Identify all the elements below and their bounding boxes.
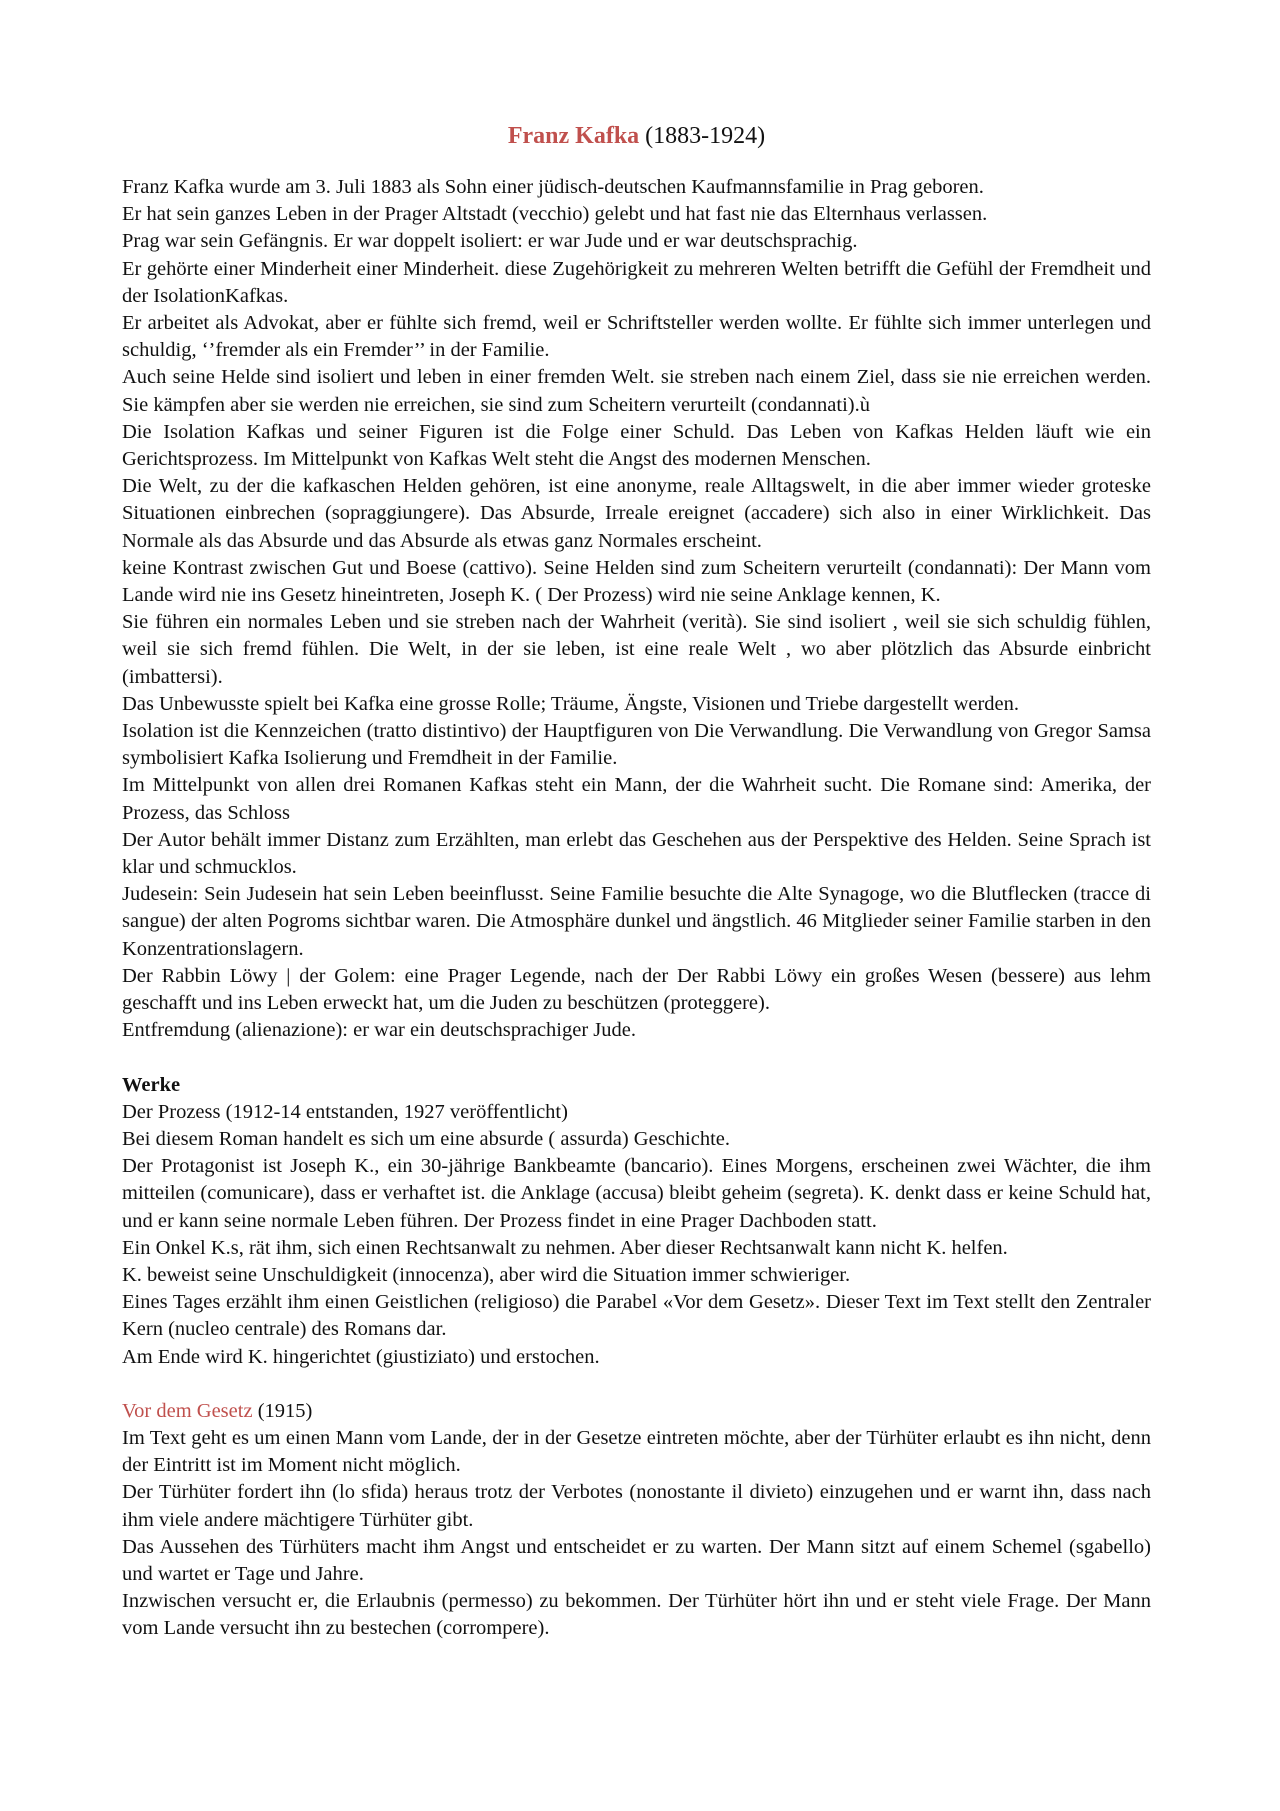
paragraph: Der Protagonist ist Joseph K., ein 30-jährige Bankbeamte (bancario). Eines Morgens, erscheinen zwei Wächter, die ihm mitteilen (comunicare), dass er verhaftet ist. die Anklage (accusa) bleibt geheim (segreta). K. denkt dass er keine Schuld hat, und er kann seine normale Leben führen. Der Prozess findet in eine Prager Dachboden statt. (122, 1155, 1151, 1232)
section-spacer (122, 1371, 1151, 1398)
paragraph: Die Welt, zu der die kafkaschen Helden gehören, ist eine anonyme, reale Alltagswelt, in die aber immer wieder groteske Situationen einbrechen (sopraggiungere). Das Absurde, Irreale ereignet (accadere) sich also in einer Wirklichkeit. Das Normale als das Absurde und das Absurde als etwas ganz Normales erscheint. (122, 475, 1151, 552)
paragraph: Der Autor behält immer Distanz zum Erzählten, man erlebt das Geschehen aus der Perspektive des Helden. Seine Sprach ist klar und schmucklos. (122, 828, 1151, 879)
page-title (122, 120, 1151, 152)
paragraph: Die Isolation Kafkas und seiner Figuren ist die Folge einer Schuld. Das Leben von Kafkas Helden läuft wie ein Gerichtsprozess. Im Mittelpunkt von Kafkas Welt steht die Angst des modernen Menschen. (122, 420, 1151, 471)
werke-heading: Werke (122, 1073, 181, 1096)
paragraph: Der Türhüter fordert ihn (lo sfida) heraus trotz der Verbotes (nonostante il divieto) einzugehen und er warnt ihn, dass nach ihm viele andere mächtigere Türhüter gibt. (122, 1481, 1151, 1531)
paragraph: Auch seine Helde sind isoliert und leben in einer fremden Welt. sie streben nach einem Ziel, dass sie nie erreichen werden. Sie kämpfen aber sie werden nie erreichen, sie sind zum Scheitern verurteilt (condannati).ù (122, 366, 1151, 416)
paragraph: Isolation ist die Kennzeichen (tratto distintivo) der Hauptfiguren von Die Verwandlung. Die Verwandlung von Gregor Samsa symbolisiert Kafka Isolierung und Fremdheit in der Familie. (122, 720, 1151, 770)
title-name: Franz Kafka (507, 123, 640, 149)
paragraph: Er gehörte einer Minderheit einer Minderheit. diese Zugehörigkeit zu mehreren Welten betrifft die Gefühl der Fremdheit und der IsolationKafkas. (122, 257, 1151, 307)
paragraph: Entfremdung (alienazione): er war ein deutschsprachiger Jude. (122, 1019, 636, 1042)
vor-dem-gesetz-title: Vor dem Gesetz (122, 1399, 253, 1422)
paragraph: Er hat sein ganzes Leben in der Prager Altstadt (vecchio) gelebt und hat fast nie das Elternhaus verlassen. (122, 203, 988, 226)
paragraph: Im Text geht es um einen Mann vom Lande, der in der Gesetze eintreten möchte, aber der Türhüter erlaubt es ihn nicht, denn der Eintritt ist im Moment nicht möglich. (122, 1426, 1151, 1477)
paragraph: K. beweist seine Unschuldigkeit (innocenza), aber wird die Situation immer schwieriger. (122, 1263, 851, 1286)
paragraph: Franz Kafka wurde am 3. Juli 1883 als Sohn einer jüdisch-deutschen Kaufmannsfamilie in Prag geboren. (122, 176, 984, 198)
paragraph: Das Unbewusste spielt bei Kafka eine grosse Rolle; Träume, Ängste, Visionen und Triebe dargestellt werden. (122, 692, 1020, 715)
paragraph: Am Ende wird K. hingerichtet (giustiziato) und erstochen. (122, 1345, 600, 1368)
paragraph: Im Mittelpunkt von allen drei Romanen Kafkas steht ein Mann, der die Wahrheit sucht. Die Romane sind: Amerika, der Prozess, das Schloss (122, 774, 1151, 824)
paragraph: Der Prozess (1912-14 entstanden, 1927 veröffentlicht) (122, 1100, 568, 1123)
paragraph: Eines Tages erzählt ihm einen Geistlichen (religioso) die Parabel «Vor dem Gesetz». Dieser Text im Text stellt den Zentraler Kern (nucleo centrale) des Romans dar. (122, 1291, 1151, 1341)
vor-dem-gesetz-year: (1915) (257, 1399, 313, 1422)
vor-dem-gesetz-heading (122, 1398, 1151, 1425)
paragraph: Judesein: Sein Judesein hat sein Leben beeinflusst. Seine Familie besuchte die Alte Synagoge, wo die Blutflecken (tracce di sangue) der alten Pogroms sichtbar waren. Die Atmosphäre dunkel und ängstlich. 46 Mitglieder seiner Familie starben in den Konzentrationslagern. (122, 883, 1151, 960)
paragraph: Ein Onkel K.s, rät ihm, sich einen Rechtsanwalt zu nehmen. Aber dieser Rechtsanwalt kann nicht K. helfen. (122, 1236, 1008, 1259)
paragraph: Er arbeitet als Advokat, aber er fühlte sich fremd, weil er Schriftsteller werden wollte. Er fühlte sich immer unterlegen und schuldig, ‘’fremder als ein Fremder’’ in der Familie. (122, 312, 1151, 362)
paragraph: Prag war sein Gefängnis. Er war doppelt isoliert: er war Jude und er war deutschsprachig. (122, 230, 858, 253)
paragraph: Inzwischen versucht er, die Erlaubnis (permesso) zu bekommen. Der Türhüter hört ihn und er steht viele Frage. Der Mann vom Lande versucht ihn zu bestechen (corrompere). (122, 1590, 1151, 1640)
paragraph: Sie führen ein normales Leben und sie streben nach der Wahrheit (verità). Sie sind isoliert , weil sie sich schuldig fühlen, weil sie sich fremd fühlen. Die Welt, in der sie leben, ist eine reale Welt , wo aber plötzlich das Absurde einbricht (imbattersi). (122, 611, 1151, 688)
paragraph: Bei diesem Roman handelt es sich um eine absurde ( assurda) Geschichte. (122, 1127, 730, 1150)
paragraph: keine Kontrast zwischen Gut und Boese (cattivo). Seine Helden sind zum Scheitern verurteilt (condannati): Der Mann vom Lande wird nie ins Gesetz hineintreten, Joseph K. ( Der Prozess) wird nie seine Anklage kennen, K. (122, 556, 1151, 607)
werke-section (122, 1072, 1151, 1371)
paragraph: Der Rabbin Löwy | der Golem: eine Prager Legende, nach der Der Rabbi Löwy ein großes Wesen (bessere) aus lehm geschafft und ins Leben erweckt hat, um die Juden zu beschützen (proteggere). (122, 964, 1151, 1015)
document-page (122, 120, 1151, 1643)
vor-dem-gesetz-section (122, 1398, 1151, 1643)
paragraph: Das Aussehen des Türhüters macht ihm Angst und entscheidet er zu warten. Der Mann sitzt auf einem Schemel (sgabello) und wartet er Tage und Jahre. (122, 1535, 1151, 1585)
section-spacer (122, 1045, 1151, 1072)
intro-section (122, 174, 1151, 1045)
title-years: (1883-1924) (645, 123, 766, 149)
